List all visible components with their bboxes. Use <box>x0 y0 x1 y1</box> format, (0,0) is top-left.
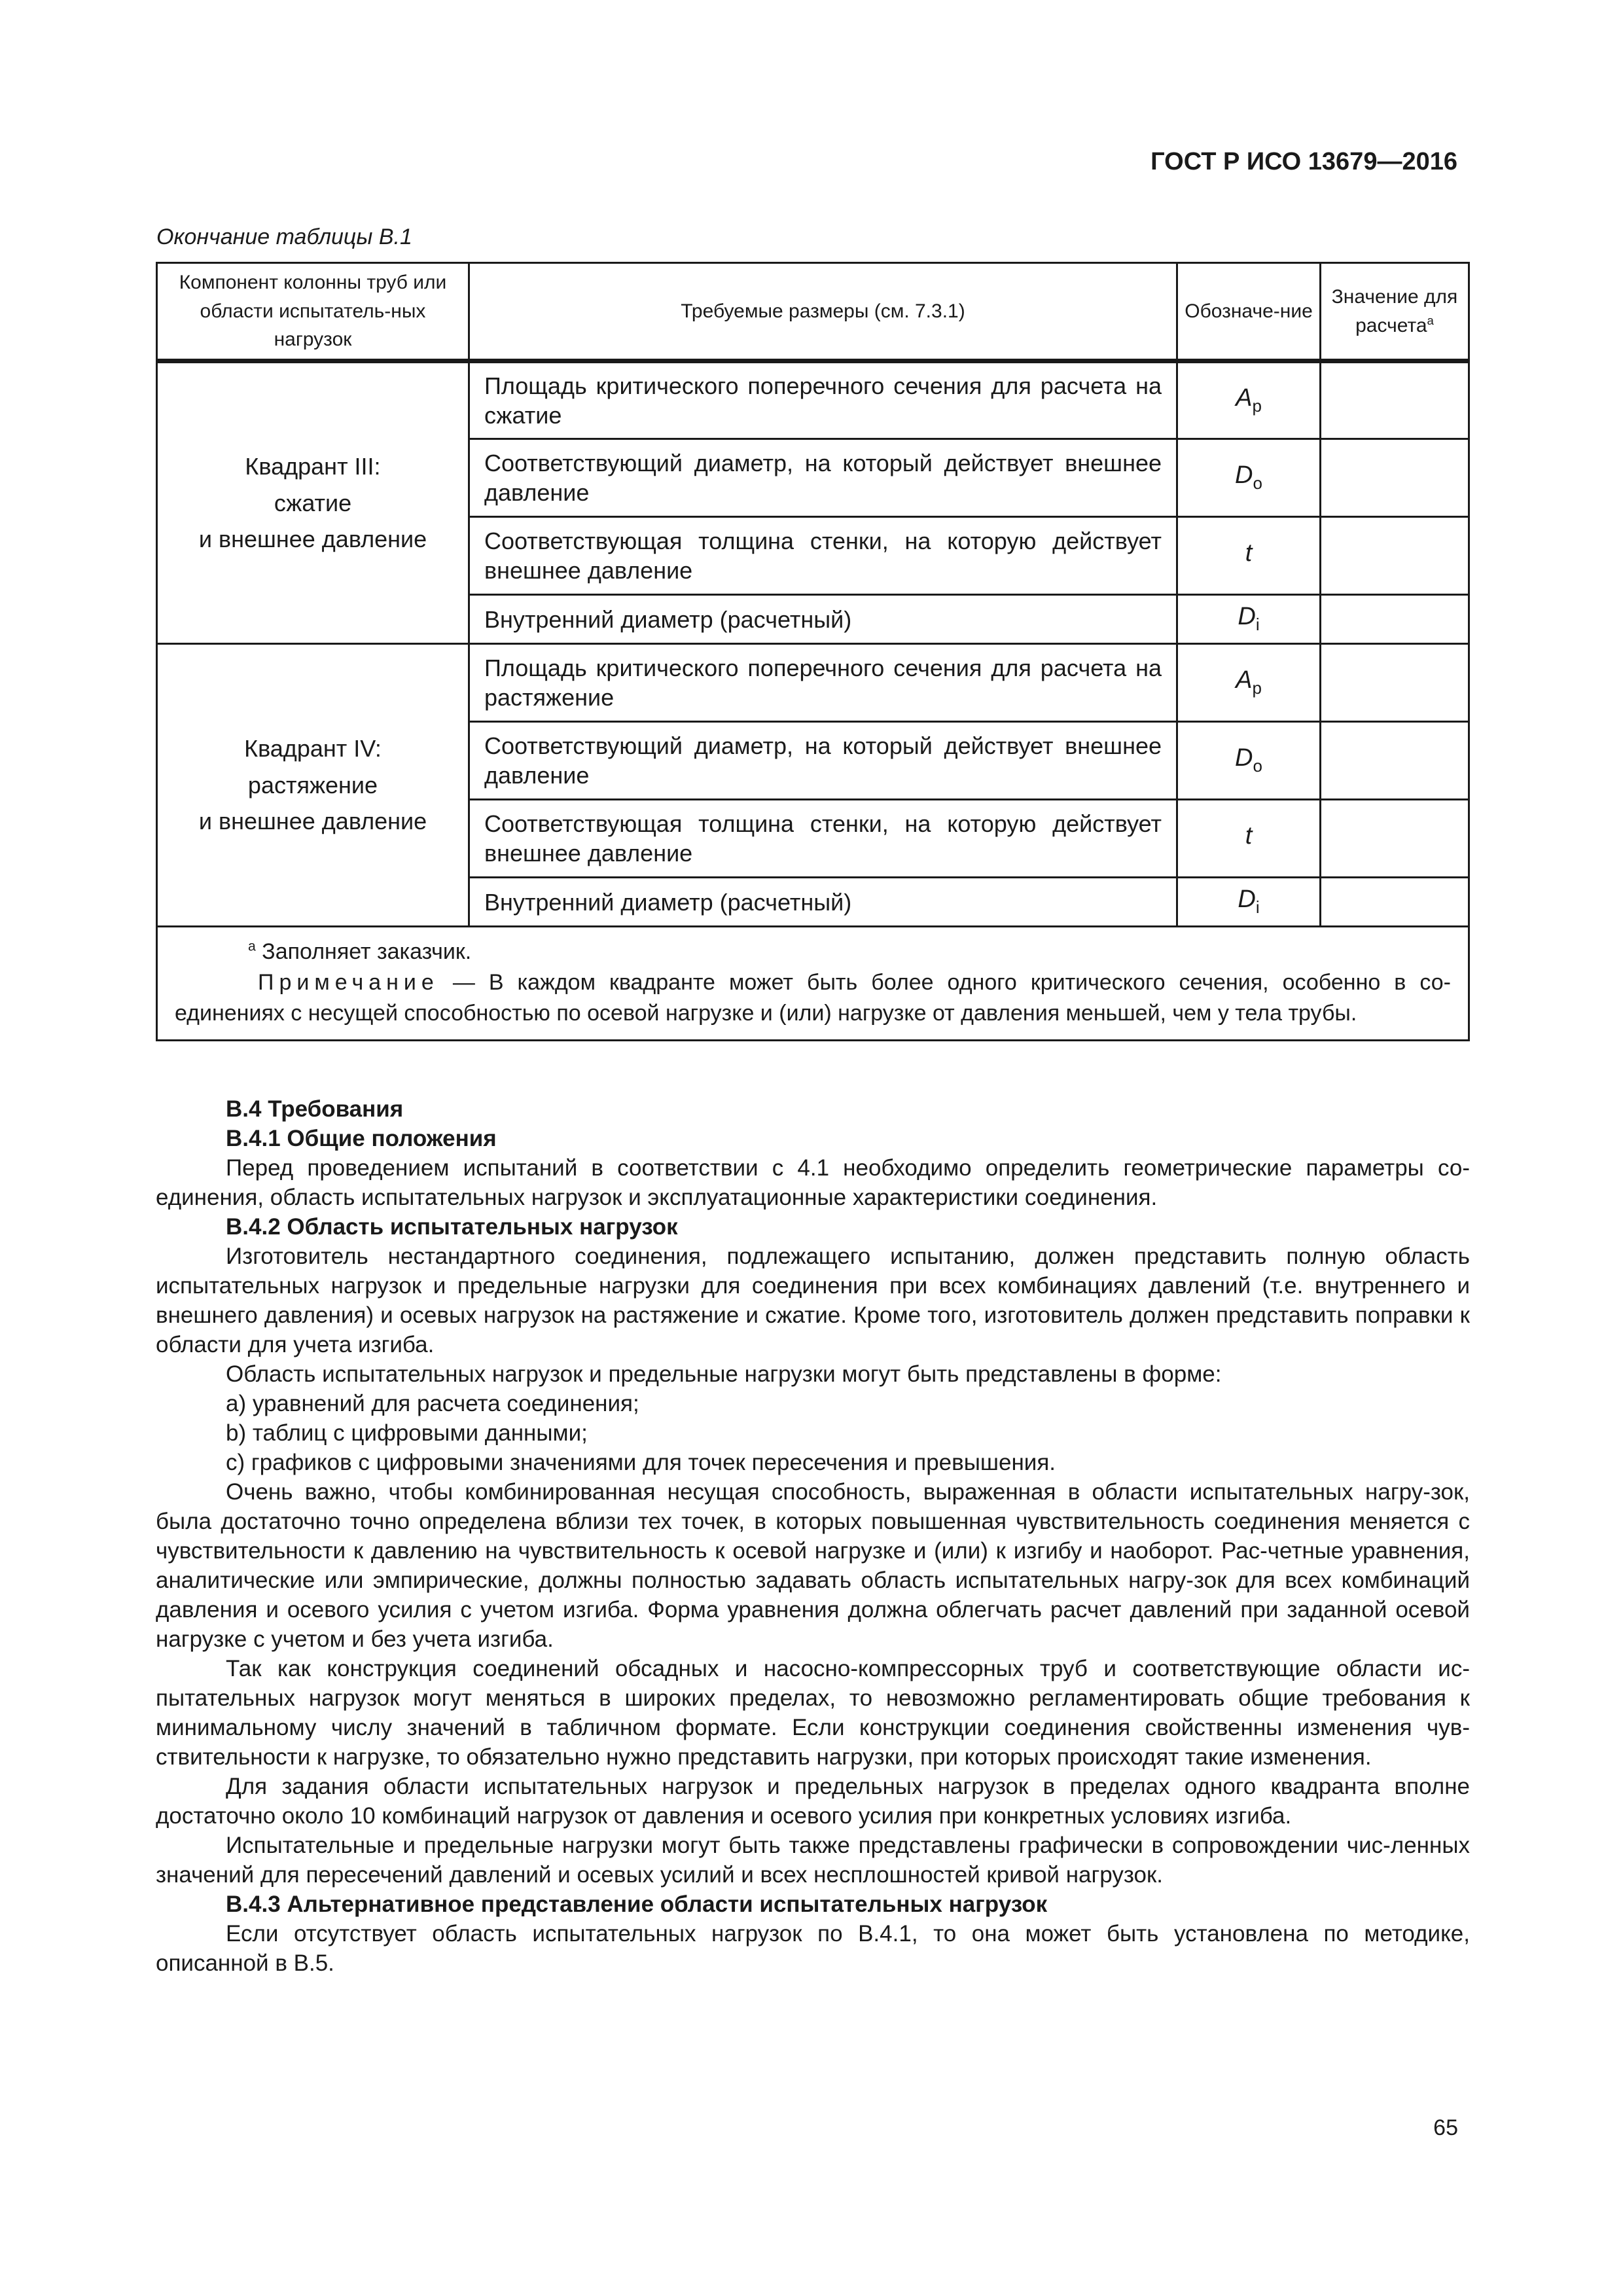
designation-symbol: $D_i$ <box>1177 878 1321 927</box>
table-caption: Окончание таблицы В.1 <box>156 224 412 249</box>
designation-symbol: t <box>1177 800 1321 878</box>
body-text <box>156 1094 1470 1978</box>
table-row <box>157 644 1469 722</box>
section-b42-heading: В.4.2 Область испытательных нагрузок <box>226 1214 678 1240</box>
quadrant-title: Квадрант III: <box>245 452 381 480</box>
requirement-text: Соответствующий диаметр, на который действует внешнее давление <box>469 722 1177 800</box>
list-item-c: c) графиков с цифровыми значениями для точек пересечения и превышения. <box>226 1450 1056 1475</box>
standard-id: ГОСТ Р ИСО 13679—2016 <box>1150 148 1457 175</box>
value-cell <box>1321 595 1469 644</box>
page-number: 65 <box>1433 2115 1458 2140</box>
designation-symbol: $A_p$ <box>1177 644 1321 722</box>
col-value-header-text: Значение для расчета <box>1331 286 1458 336</box>
quadrant-load: растяжение <box>247 771 378 798</box>
value-cell <box>1321 361 1469 439</box>
requirement-text: Площадь критического поперечного сечения для расчета на сжатие <box>469 361 1177 439</box>
footnote-text: Заполняет заказчик. <box>255 939 472 964</box>
section-b42-paragraph-5: Для задания области испытательных нагрузок и предельных нагрузок в пределах одного квадранта вполне достаточно около 10 комбинаций нагрузок от давления и осевого усилия при конкретных условиях изгиба. <box>156 1774 1470 1829</box>
table-footnote <box>175 937 1451 967</box>
requirement-text: Соответствующий диаметр, на который действует внешнее давление <box>469 439 1177 517</box>
quadrant-iii-cell <box>157 361 469 644</box>
table-footer-row <box>157 927 1469 1041</box>
note-text: — В каждом квадранте может быть более одного критического сечения, особенно в со-единениях с несущей способностью по осевой нагрузке и (или) нагрузке от давления меньшей, чем у тела трубы. <box>175 969 1451 1026</box>
designation-symbol: $D_i$ <box>1177 595 1321 644</box>
dimensions-table <box>156 262 1470 1041</box>
quadrant-pressure: и внешнее давление <box>198 808 427 835</box>
requirement-text: Соответствующая толщина стенки, на которую действует внешнее давление <box>469 800 1177 878</box>
value-cell <box>1321 439 1469 517</box>
table-row <box>157 361 1469 439</box>
quadrant-pressure: и внешнее давление <box>198 526 427 553</box>
col-value-header <box>1321 263 1469 361</box>
table-header-row <box>157 263 1469 361</box>
section-b42-paragraph-6: Испытательные и предельные нагрузки могут быть также представлены графически в сопровождении чис-ленных значений для пересечений давлений и осевых усилий и всех несплошностей кривой нагрузок. <box>156 1833 1470 1888</box>
footnote-marker: a <box>248 939 256 954</box>
section-b41-heading: В.4.1 Общие положения <box>226 1126 497 1151</box>
list-item-b: b) таблиц с цифровыми данными; <box>226 1420 588 1446</box>
section-b42-paragraph-3: Очень важно, чтобы комбинированная несущая способность, выраженная в области испытательных нагру-зок, была достаточно точно определена вблизи тех точек, в которых повышенная чувствительность соединения меняется с чувствительности к давлению на чувствительность к осевой нагрузке и (или) к изгибу и наоборот. Рас-четные уравнения, аналитические или эмпирические, должны полностью задавать область испытательных нагру-зок для всех комбинаций давления и осевого усилия с учетом изгиба. Форма уравнения должна облегчать расчет давлений при заданной осевой нагрузке с учетом и без учета изгиба. <box>156 1479 1470 1652</box>
section-b4-heading: В.4 Требования <box>226 1096 404 1122</box>
section-b42-paragraph-2: Область испытательных нагрузок и предельные нагрузки могут быть представлены в форме: <box>226 1361 1222 1387</box>
section-b43-paragraph: Если отсутствует область испытательных нагрузок по В.4.1, то она может быть установлена по методике, описанной в В.5. <box>156 1921 1470 1976</box>
requirement-text: Внутренний диаметр (расчетный) <box>469 878 1177 927</box>
section-b43-heading: В.4.3 Альтернативное представление области испытательных нагрузок <box>226 1892 1048 1917</box>
table-notes-cell <box>157 927 1469 1041</box>
value-cell <box>1321 878 1469 927</box>
designation-symbol: t <box>1177 517 1321 595</box>
col-designation-header: Обозначе-ние <box>1177 263 1321 361</box>
table-note <box>175 967 1451 1029</box>
requirement-text: Площадь критического поперечного сечения для расчета на растяжение <box>469 644 1177 722</box>
requirement-text: Внутренний диаметр (расчетный) <box>469 595 1177 644</box>
list-item-a: a) уравнений для расчета соединения; <box>226 1391 639 1416</box>
section-b42-paragraph-4: Так как конструкция соединений обсадных и насосно-компрессорных труб и соответствующие области ис-пытательных нагрузок могут меняться в широких пределах, то невозможно регламентировать общие требования к минимальному числу значений в табличном формате. Если конструкции соединения свойственны изменения чув-ствительности к нагрузке, то обязательно нужно представить нагрузки, при которых происходят такие изменения. <box>156 1656 1470 1770</box>
designation-symbol: $D_o$ <box>1177 439 1321 517</box>
designation-symbol: $D_o$ <box>1177 722 1321 800</box>
section-b42-paragraph-1: Изготовитель нестандартного соединения, подлежащего испытанию, должен представить полную область испытательных нагрузок и предельные нагрузки для соединения при всех комбинациях давлений (т.е. внутреннего и внешнего давления) и осевых нагрузок на растяжение и сжатие. Кроме того, изготовитель должен представить поправки к области для учета изгиба. <box>156 1244 1470 1357</box>
section-b41-paragraph: Перед проведением испытаний в соответствии с 4.1 необходимо определить геометрические параметры со-единения, область испытательных нагрузок и эксплуатационные характеристики соединения. <box>156 1155 1470 1210</box>
col-dimensions-header: Требуемые размеры (см. 7.3.1) <box>469 263 1177 361</box>
requirement-text: Соответствующая толщина стенки, на которую действует внешнее давление <box>469 517 1177 595</box>
designation-symbol: $A_p$ <box>1177 361 1321 439</box>
value-cell <box>1321 800 1469 878</box>
quadrant-title: Квадрант IV: <box>244 734 382 762</box>
quadrant-load: сжатие <box>274 489 352 516</box>
note-label: Примечание <box>258 969 439 995</box>
value-cell <box>1321 517 1469 595</box>
value-cell <box>1321 644 1469 722</box>
value-cell <box>1321 722 1469 800</box>
col-component-header: Компонент колонны труб или области испытатель-ных нагрузок <box>157 263 469 361</box>
quadrant-iv-cell <box>157 644 469 927</box>
col-value-footnote-marker: a <box>1427 313 1434 327</box>
